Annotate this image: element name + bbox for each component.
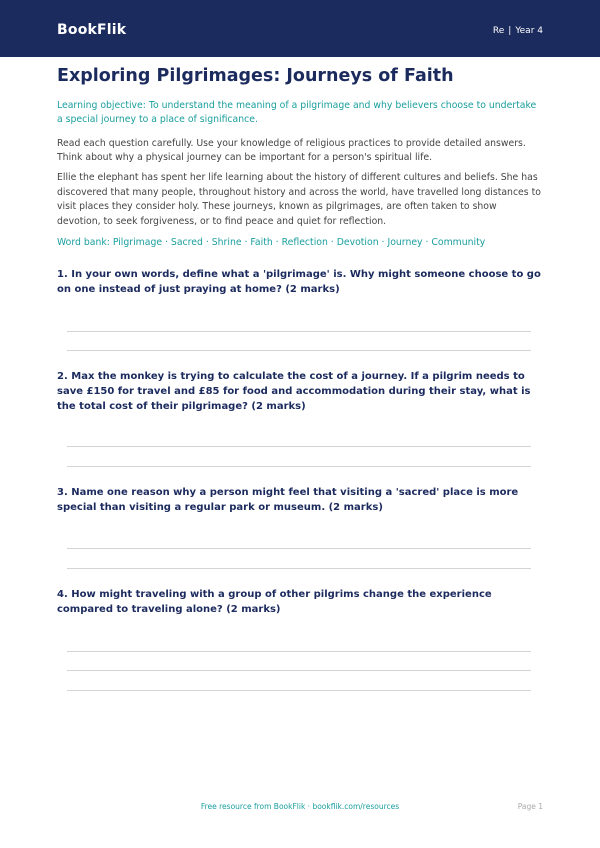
footer-text[interactable]: Free resource from BookFlik · bookflik.com/resources [200, 802, 400, 811]
question-4: 4. How might traveling with a group of other pilgrims change the experience compared to traveling alone? (2 marks) [57, 589, 492, 615]
answer-line[interactable] [67, 568, 531, 569]
learning-objective: Learning objective: To understand the meaning of a pilgrimage and why believers choose to undertake a special journey to a place of significance. [57, 100, 537, 125]
answer-line[interactable] [67, 651, 531, 652]
header-meta [493, 26, 543, 36]
answer-line[interactable] [67, 670, 531, 671]
answer-line[interactable] [67, 446, 531, 447]
answer-line[interactable] [67, 548, 531, 549]
subject-label: Re [492, 26, 505, 36]
page-number: Page 1 [517, 802, 543, 811]
question-1: 1. In your own words, define what a 'pilgrimage' is. Why might someone choose to go on one instead of just praying at home? (2 marks) [57, 269, 541, 295]
worksheet-title: Exploring Pilgrimages: Journeys of Faith [57, 66, 454, 86]
header-bar [0, 0, 600, 57]
answer-line[interactable] [67, 466, 531, 467]
instructions-paragraph: Read each question carefully. Use your knowledge of religious practices to provide detailed answers. Think about why a physical journey can be important for a person's spiritual life. [57, 138, 526, 163]
year-label: Year 4 [515, 26, 543, 36]
answer-line[interactable] [67, 350, 531, 351]
meta-separator: | [508, 26, 512, 36]
answer-line[interactable] [67, 331, 531, 332]
brand-logo-text[interactable]: BookFlik [57, 22, 127, 38]
story-paragraph: Ellie the elephant has spent her life learning about the history of different cultures and beliefs. She has discovered that many people, throughout history and across the world, have travelled long distances to visit places they consider holy. These journeys, known as pilgrimages, are often taken to show devotion, to seek forgiveness, or to find peace and quiet for reflection. [57, 172, 541, 227]
word-bank: Word bank: Pilgrimage · Sacred · Shrine · Faith · Reflection · Devotion · Journey · Community [57, 237, 486, 248]
question-3: 3. Name one reason why a person might feel that visiting a 'sacred' place is more special than visiting a regular park or museum. (2 marks) [57, 487, 519, 513]
question-2: 2. Max the monkey is trying to calculate the cost of a journey. If a pilgrim needs to save £150 for travel and £85 for food and accommodation during their stay, what is the total cost of their pilgrimage? (2 marks) [57, 371, 531, 412]
answer-line[interactable] [67, 690, 531, 691]
